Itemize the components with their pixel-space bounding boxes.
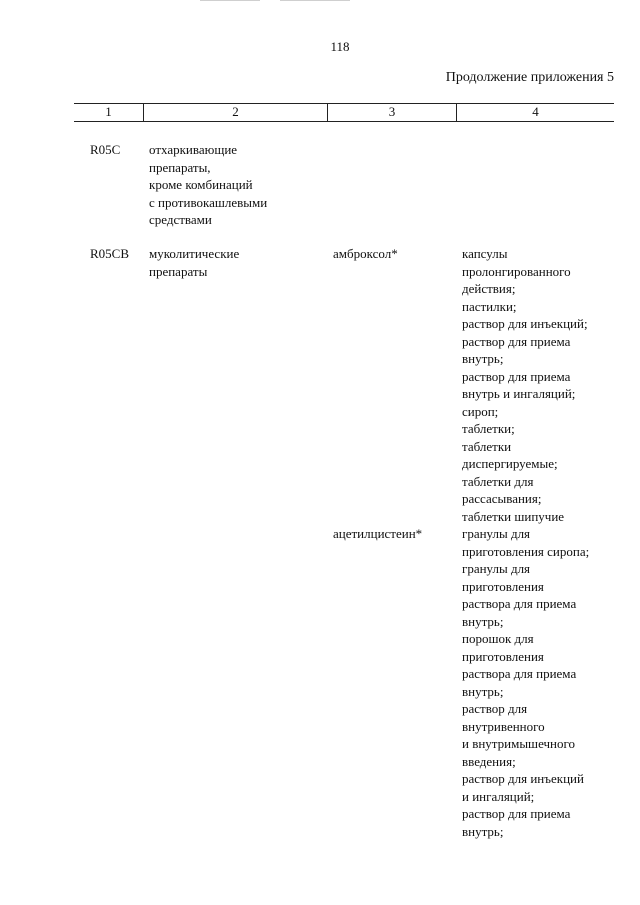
atc-code-r05cb: R05CB [90,246,130,261]
dosage-forms-acetylcysteine [462,525,589,840]
text-line: введения; [462,753,516,769]
text-line: гранулы для [462,526,531,541]
atc-code-r05c: R05C [90,142,121,157]
text-line: действия; [462,281,516,296]
continuation-caption: Продолжение приложения 5 [445,70,614,85]
text-line: муколитические [149,246,240,261]
text-line: раствор для [462,701,528,716]
text-line: приготовления сиропа; [462,543,590,559]
text-line: внутрь; [462,823,504,839]
text-line: гранулы для [462,561,531,576]
text-line: раствор для инъекций; [462,316,588,331]
text-line: внутрь; [462,683,504,699]
text-line: диспергируемые; [462,456,558,471]
text-line: раствор для приема [462,368,571,384]
text-line: и внутримышечного [462,736,576,751]
text-line: рассасывания; [462,491,542,506]
text-line: таблетки [462,438,512,454]
column-header-4: 4 [532,104,539,119]
text-line: приготовления [462,578,544,594]
text-line: кроме комбинаций [149,177,253,192]
text-line: таблетки для [462,473,534,489]
text-line: сироп; [462,403,499,419]
text-line: внутрь и ингаляций; [462,386,576,401]
text-line: пастилки; [462,298,517,314]
drug-name-acetylcysteine: ацетилцистеин* [333,526,423,541]
text-line: с противокашлевыми [149,194,268,210]
text-line: раствора для приема [462,666,577,681]
text-line: отхаркивающие [149,142,238,157]
scan-top-edge [0,0,640,2]
text-line: раствор для инъекций [462,771,584,786]
text-line: внутривенного [462,718,545,734]
column-header-1: 1 [105,104,112,119]
text-line: препараты [149,263,208,279]
text-line: порошок для [462,631,534,646]
table-header-bottom-rule [74,121,614,122]
text-line: раствор для приема [462,333,571,349]
text-line: приготовления [462,648,544,664]
column-header-2: 2 [232,104,239,119]
drug-name-ambroxol: амброксол* [333,246,398,261]
text-line: внутрь; [462,613,504,629]
text-line: и ингаляций; [462,788,535,804]
text-line: раствор для приема [462,806,571,821]
text-line: таблетки; [462,421,515,436]
page-number: 118 [330,39,350,54]
text-line: пролонгированного [462,263,571,279]
text-line: раствора для приема [462,596,577,611]
dosage-forms-ambroxol [462,245,588,525]
text-line: средствами [149,212,212,227]
text-line: препараты, [149,159,211,175]
column-header-3: 3 [388,104,396,119]
text-line: внутрь; [462,351,504,366]
text-line: капсулы [462,246,508,261]
text-line: таблетки шипучие [462,508,565,524]
group-name-r05cb [149,245,239,280]
group-name-r05c [149,141,267,229]
